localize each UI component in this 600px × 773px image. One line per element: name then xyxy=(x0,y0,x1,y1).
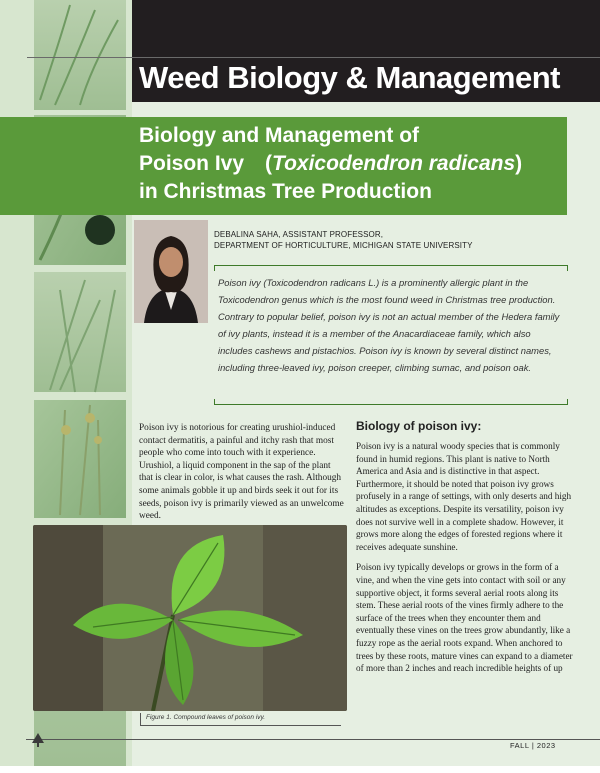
intro-text: Poison ivy (Toxicodendron radicans L.) is a prominently allergic plant in the Toxicodendron genus which is the most found weed in Christmas tree production. Contrary to popular belief, poison ivy is not an actual member of the Hedera family of ivy plants, instead it is a member of the Anacardiaceae family, which also includes cashews and pistachios. Poison ivy is known by several distinct names, including three-leaved ivy, poison creeper, climbing sumac, and poison oak. xyxy=(218,277,560,373)
biology-paragraph-2: Poison ivy typically develops or grows in the form of a vine, and when the vine gets into contact with soil or any supportive object, it forms several aerial roots along its stem. These aerial roots of the vines firmly adhere to the surface of the trees when they encounter them and eventually these vines on the trees grow abundantly, like a fuzzy rope as the aerial roots expand. When anchored to trees by these roots, mature vines can expand to a diameter of more than 2 inches and reach incredible heights of up xyxy=(356,562,573,674)
author-photo xyxy=(134,220,208,323)
header-bar xyxy=(132,0,600,58)
poison-ivy-photo xyxy=(33,525,347,711)
magazine-title: Weed Biology & Management xyxy=(139,60,560,95)
author-affiliation: DEPARTMENT OF HORTICULTURE, MICHIGAN STATE UNIVERSITY xyxy=(214,241,473,250)
article-title-line2: Poison Ivy (Toxicodendron radicans) xyxy=(139,152,523,175)
section-heading-biology: Biology of poison ivy: xyxy=(356,419,482,433)
author-name: DEBALINA SAHA, ASSISTANT PROFESSOR, xyxy=(214,230,384,239)
intro-bracket-bottom xyxy=(214,399,568,405)
header-rule xyxy=(27,57,600,58)
article-title xyxy=(139,122,559,206)
body-column-1: Poison ivy is notorious for creating urushiol-induced contact dermatitis, a painful and itchy rash that most people who come into touch with it experience. Urushiol, a liquid component in the sap of the plant that is clear in color, is what causes the rash. Although some animals gobble it up and birds seek it out for its seeds, poison ivy is primarily viewed as an unwelcome weed. xyxy=(139,423,344,522)
footer-rule xyxy=(26,739,600,740)
intro-pullquote xyxy=(214,265,568,405)
intro-bracket-top xyxy=(214,265,568,271)
biology-paragraph-1: Poison ivy is a natural woody species that is commonly found in humid regions. This plant is native to North America and Asia and is distinctive in that aspect. Furthermore, it should be noted that poison ivy grows profusely in a range of settings, with only deserts and high altitudes as exceptions. Despite its versatility, poison ivy does not survive well in a complete shadow. However, it grows more along the edges of forested regions where it receives adequate sunshine. xyxy=(356,441,572,552)
article-title-line1: Biology and Management of xyxy=(139,124,420,147)
issue-label: FALL | 2023 xyxy=(510,741,556,750)
tree-logo-icon xyxy=(30,733,46,752)
author-byline xyxy=(214,229,473,251)
article-title-line3: in Christmas Tree Production xyxy=(139,180,432,203)
page-bottom-edge xyxy=(0,766,600,773)
body-column-2 xyxy=(356,440,576,683)
figure-caption: Figure 1. Compound leaves of poison ivy. xyxy=(146,714,266,721)
